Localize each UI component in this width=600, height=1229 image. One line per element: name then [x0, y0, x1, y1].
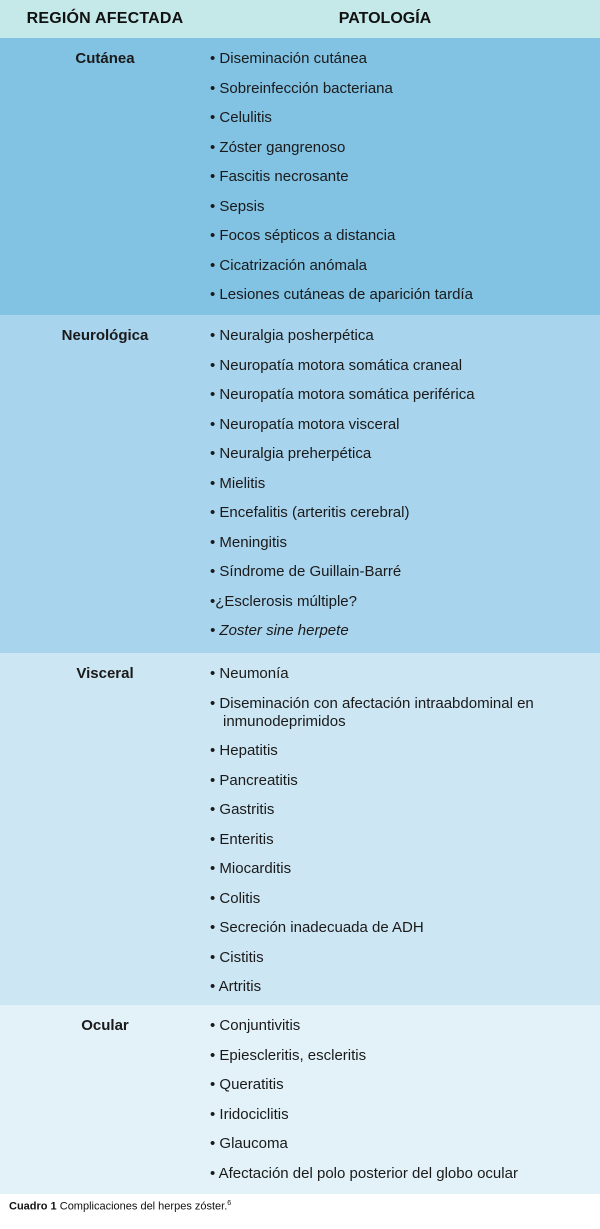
- list-item: • Enteritis: [210, 831, 590, 849]
- region-label: Visceral: [76, 665, 134, 682]
- list-item: • Neuropatía motora somática periférica: [210, 386, 590, 404]
- list-item: • Neuropatía motora somática craneal: [210, 357, 590, 375]
- list-item: • Diseminación cutánea: [210, 50, 590, 68]
- caption-text: Complicaciones del herpes zóster.: [59, 1200, 228, 1213]
- list-item: • Sepsis: [210, 198, 590, 216]
- caption-reference: 6: [227, 1200, 232, 1207]
- list-item: • Meningitis: [210, 534, 590, 552]
- list-item: • Pancreatitis: [210, 772, 590, 790]
- section-neurologica: [0, 315, 600, 653]
- list-item: • Artritis: [210, 978, 590, 996]
- list-item: • Celulitis: [210, 109, 590, 127]
- section-ocular: [0, 1005, 600, 1194]
- list-item: • Afectación del polo posterior del globo ocular: [210, 1165, 590, 1183]
- list-item: • Focos sépticos a distancia: [210, 227, 590, 245]
- list-item: • ¿Esclerosis múltiple?: [210, 593, 590, 611]
- list-item: • Iridociclitis: [210, 1106, 590, 1124]
- section-visceral: [0, 653, 600, 1005]
- list-item: • Lesiones cutáneas de aparición tardía: [210, 286, 590, 304]
- pathology-list: [210, 38, 600, 315]
- list-item: • Cistitis: [210, 949, 590, 967]
- region-label: Cutánea: [75, 50, 135, 67]
- list-item: • Fascitis necrosante: [210, 168, 590, 186]
- header-pathology: PATOLOGÍA: [338, 10, 432, 27]
- list-item: • Miocarditis: [210, 860, 590, 878]
- list-item: • Cicatrización anómala: [210, 257, 590, 275]
- list-item: • Mielitis: [210, 475, 590, 493]
- section-cutanea: [0, 38, 600, 315]
- list-item: • Epiescleritis, escleritis: [210, 1047, 590, 1065]
- list-item: • Síndrome de Guillain-Barré: [210, 563, 590, 581]
- table-header: [0, 0, 600, 38]
- list-item: • Neuropatía motora visceral: [210, 416, 590, 434]
- list-item: • Colitis: [210, 890, 590, 908]
- list-item: • Neuralgia preherpética: [210, 445, 590, 463]
- list-item: • Neumonía: [210, 665, 590, 683]
- list-item: • Queratitis: [210, 1076, 590, 1094]
- list-item: • Hepatitis: [210, 742, 590, 760]
- list-item: • Sobreinfección bacteriana: [210, 80, 590, 98]
- list-item: • Zoster sine herpete: [210, 622, 590, 640]
- list-item: • Encefalitis (arteritis cerebral): [210, 504, 590, 522]
- list-item: • Zóster gangrenoso: [210, 139, 590, 157]
- pathology-list: [210, 653, 600, 1005]
- region-label: Neurológica: [61, 327, 149, 344]
- list-item: • Gastritis: [210, 801, 590, 819]
- pathology-list: [210, 1005, 600, 1194]
- pathology-list: [210, 315, 600, 653]
- list-item: • Diseminación con afectación intraabdominal en inmunodeprimidos: [210, 695, 590, 731]
- list-item: • Secreción inadecuada de ADH: [210, 919, 590, 937]
- list-item: • Conjuntivitis: [210, 1017, 590, 1035]
- table-caption: [9, 1200, 231, 1213]
- region-label: Ocular: [81, 1017, 129, 1034]
- list-item: • Neuralgia posherpética: [210, 327, 590, 345]
- list-item: • Glaucoma: [210, 1135, 590, 1153]
- caption-label: Cuadro 1: [9, 1200, 57, 1213]
- header-region: REGIÓN AFECTADA: [26, 10, 184, 27]
